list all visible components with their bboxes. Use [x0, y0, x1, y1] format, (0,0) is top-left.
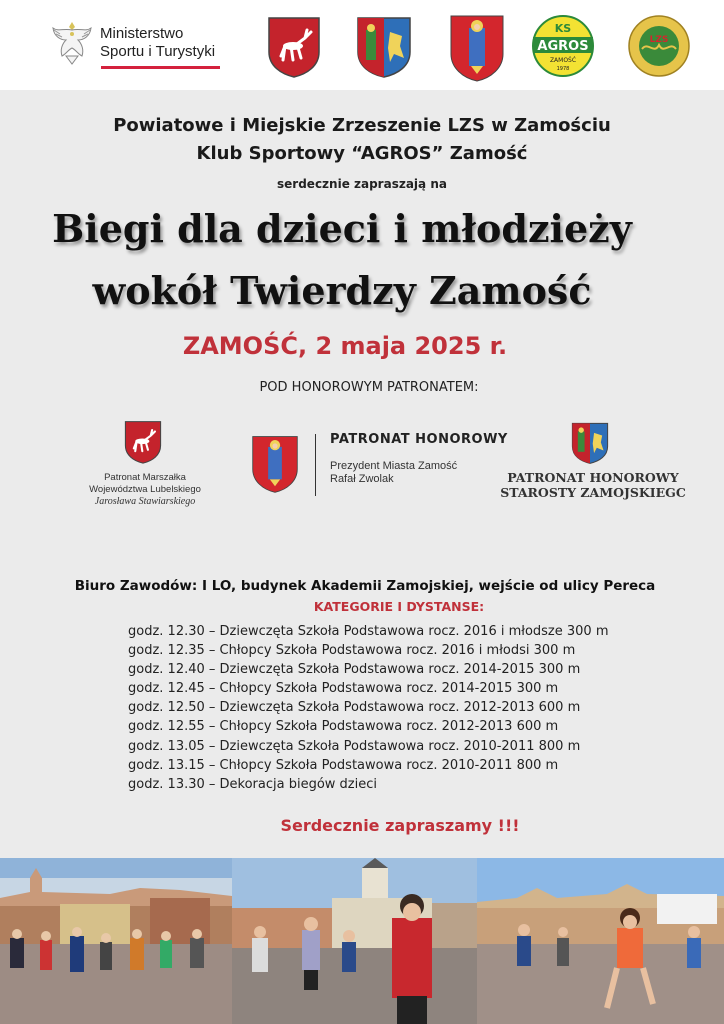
event-title-line-2: wokół Twierdzy Zamość — [92, 268, 592, 313]
schedule-item: godz. 13.05 – Dziewczęta Szkoła Podstawowa rocz. 2010-2011 800 m — [128, 738, 581, 754]
zamosc-city-crest-icon — [449, 14, 505, 82]
ministry-line-1: Ministerstwo — [100, 25, 184, 42]
runners-square-photo — [477, 858, 724, 1024]
schedule-item: godz. 13.15 – Chłopcy Szkoła Podstawowa rocz. 2010-2011 800 m — [128, 757, 559, 773]
white-eagle-icon — [50, 18, 94, 68]
starost-patronage — [480, 470, 706, 500]
race-office-info: Biuro Zawodów: I LO, budynek Akademii Zamojskiej, wejście od ulicy Pereca — [74, 578, 656, 594]
svg-text:KS: KS — [554, 22, 572, 35]
lubelskie-deer-crest-icon — [124, 420, 162, 464]
zamojski-county-crest-icon — [356, 16, 412, 78]
schedule-item: godz. 12.55 – Chłopcy Szkoła Podstawowa rocz. 2012-2013 600 m — [128, 719, 559, 735]
marshal-line-1: Patronat Marszałka — [104, 472, 186, 483]
mayor-patronage-heading: PATRONAT HONOROWY — [330, 432, 508, 447]
schedule-item: godz. 12.40 – Dziewczęta Szkoła Podstawowa rocz. 2014-2015 300 m — [128, 662, 581, 678]
zamojski-county-crest-icon — [571, 422, 609, 464]
schedule-item: godz. 12.35 – Chłopcy Szkoła Podstawowa rocz. 2016 i młodsi 300 m — [128, 643, 576, 659]
schedule-item: godz. 13.30 – Dekoracja biegów dzieci — [128, 776, 377, 792]
starost-line-2: STAROSTY ZAMOJSKIEGC — [500, 485, 686, 500]
schedule-list — [128, 622, 609, 794]
mayor-patronage-divider — [315, 434, 316, 496]
closing-invitation: Serdecznie zapraszamy !!! — [280, 816, 520, 835]
svg-text:ZAMOŚĆ: ZAMOŚĆ — [549, 57, 577, 64]
marshal-patronage — [70, 472, 220, 508]
invite-text: serdecznie zapraszają na — [277, 177, 447, 191]
schedule-item: godz. 12.45 – Chłopcy Szkoła Podstawowa rocz. 2014-2015 300 m — [128, 681, 559, 697]
starost-line-1: PATRONAT HONOROWY — [507, 470, 679, 485]
svg-text:LZS: LZS — [649, 35, 669, 45]
schedule-item: godz. 12.30 – Dziewczęta Szkoła Podstawowa rocz. 2016 i młodsze 300 m — [128, 624, 609, 639]
organizer-line-1: Powiatowe i Miejskie Zrzeszenie LZS w Zamościu — [113, 115, 611, 136]
ministry-underline — [101, 66, 220, 69]
event-title-line-1: Biegi dla dzieci i młodzieży — [52, 206, 632, 251]
svg-text:1978: 1978 — [556, 66, 570, 72]
ministry-logo — [50, 18, 215, 68]
mayor-line-2: Rafał Zwolak — [330, 473, 394, 485]
zamosc-city-crest-icon — [251, 433, 299, 495]
organizer-line-2: Klub Sportowy “AGROS” Zamość — [196, 143, 528, 164]
lubelskie-deer-crest-icon — [267, 16, 321, 78]
schedule-item: godz. 12.50 – Dziewczęta Szkoła Podstawowa rocz. 2012-2013 600 m — [128, 700, 581, 716]
marshal-line-2: Województwa Lubelskiego — [89, 484, 201, 495]
runners-market-square-photo — [0, 858, 232, 1024]
marshal-line-3: Jarosława Stawiarskiego — [94, 496, 196, 507]
mayor-line-1: Prezydent Miasta Zamość — [330, 460, 458, 472]
lzs-round-logo — [628, 15, 690, 77]
svg-text:AGROS: AGROS — [537, 39, 589, 54]
ks-agros-logo — [530, 15, 596, 77]
event-date: ZAMOŚĆ, 2 maja 2025 r. — [182, 332, 508, 360]
ministry-line-2: Sportu i Turystyki — [100, 43, 216, 60]
logo-bar — [0, 0, 724, 90]
runners-town-hall-photo — [232, 858, 477, 1024]
categories-heading: KATEGORIE I DYSTANSE: — [313, 599, 485, 614]
patronage-heading: POD HONOROWYM PATRONATEM: — [259, 380, 479, 395]
